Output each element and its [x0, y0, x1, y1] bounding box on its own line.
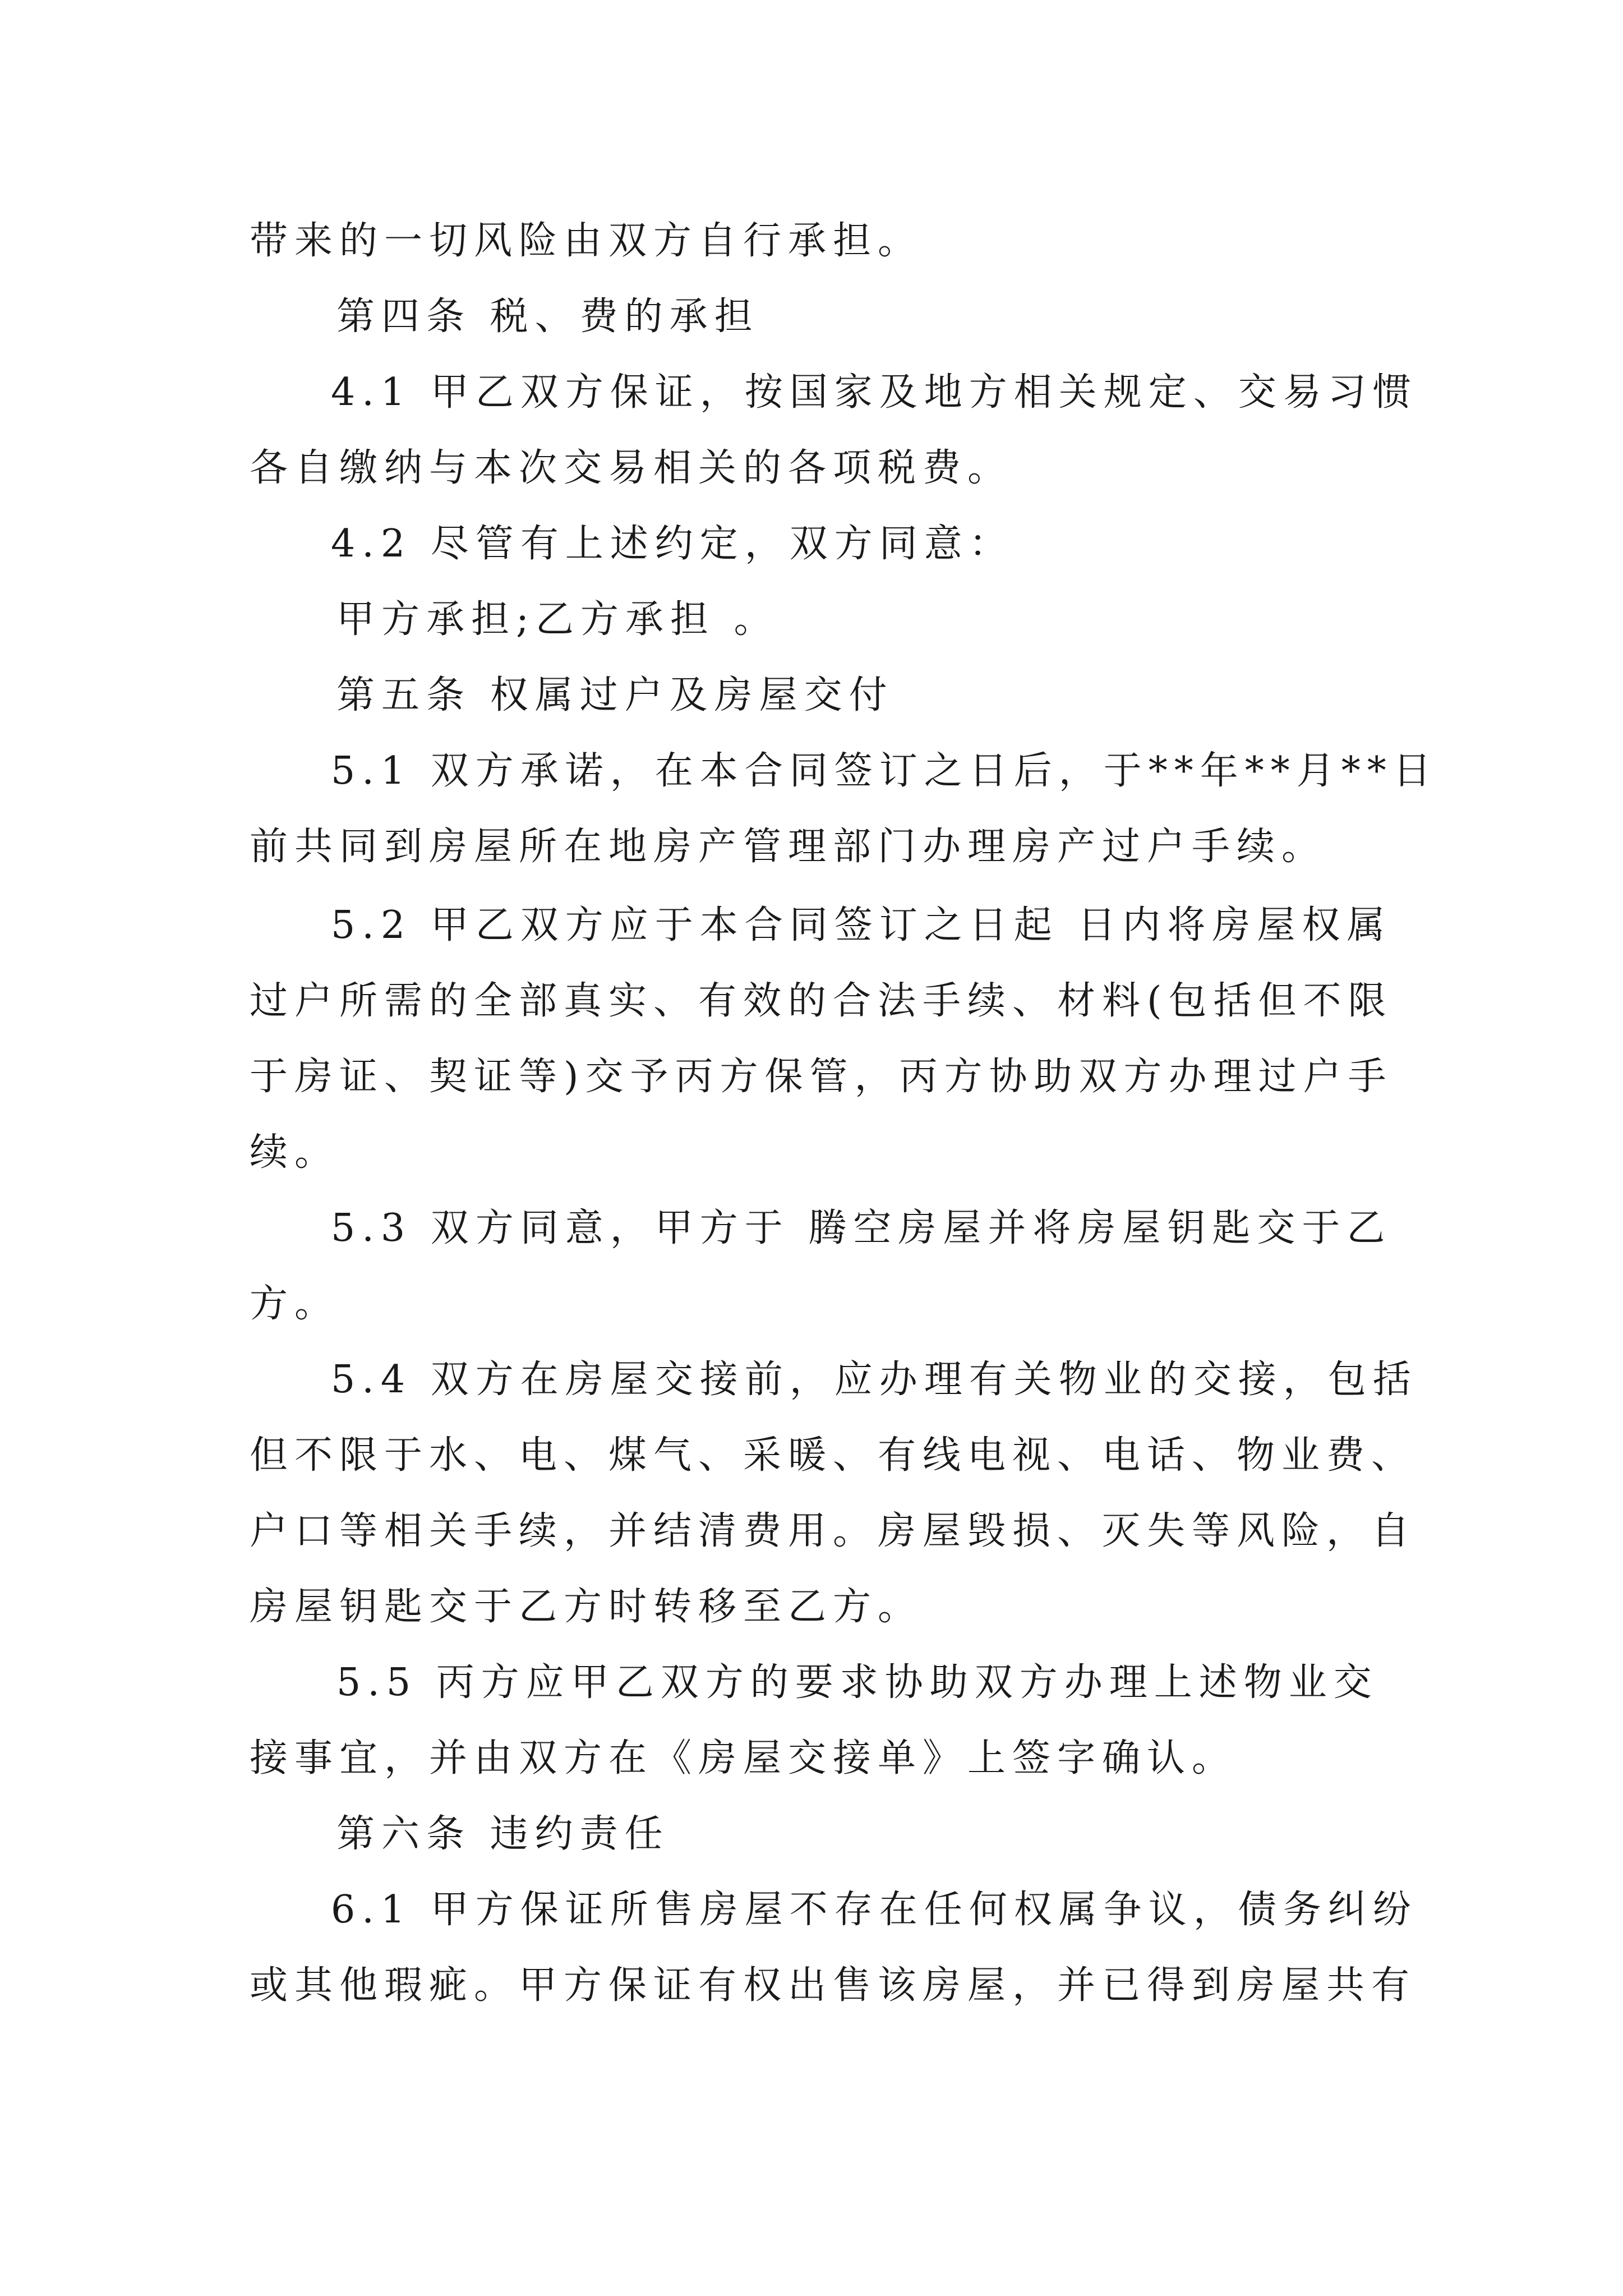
clause-5-2-line-4: 续。	[250, 1130, 340, 1175]
clause-5-4-line-2: 但不限于水、电、煤气、采暖、有线电视、电话、物业费、	[250, 1433, 1417, 1478]
clause-5-2-line-3: 于房证、契证等)交予丙方保管，丙方协助双方办理过户手	[250, 1055, 1393, 1099]
clause-4-1-line-1: 4.1 甲乙双方保证，按国家及地方相关规定、交易习惯	[331, 370, 1418, 415]
clause-5-2-line-2: 过户所需的全部真实、有效的合法手续、材料(包括但不限	[250, 979, 1393, 1023]
text-line-1: 带来的一切风险由双方自行承担。	[250, 219, 923, 263]
clause-5-5-line-1: 5.5 丙方应甲乙双方的要求协助双方办理上述物业交	[336, 1660, 1378, 1705]
clause-6-1-line-2: 或其他瑕疵。甲方保证有权出售该房屋，并已得到房屋共有	[250, 1963, 1417, 2008]
clause-5-1-line-2: 前共同到房屋所在地房产管理部门办理房产过户手续。	[250, 825, 1327, 869]
clause-5-4-line-1: 5.4 双方在房屋交接前，应办理有关物业的交接，包括	[331, 1358, 1418, 1402]
article-heading-5: 第五条 权属过户及房屋交付	[336, 673, 894, 717]
clause-4-2-line-1: 4.2 尽管有上述约定，双方同意：	[331, 522, 1014, 566]
clause-4-2-line-2: 甲方承担;乙方承担 。	[336, 597, 779, 642]
article-heading-4: 第四条 税、费的承担	[336, 295, 759, 339]
clause-6-1-line-1: 6.1 甲方保证所售房屋不存在任何权属争议，债务纠纷	[331, 1888, 1418, 1932]
clause-5-1-line-1: 5.1 双方承诺，在本合同签订之日后，于**年**月**日	[331, 749, 1438, 793]
clause-5-4-line-3: 户口等相关手续，并结清费用。房屋毁损、灭失等风险，自	[250, 1509, 1417, 1553]
clause-5-3-line-1: 5.3 双方同意，甲方于 腾空房屋并将房屋钥匙交于乙	[331, 1206, 1392, 1250]
clause-5-3-line-2: 方。	[250, 1282, 340, 1326]
clause-5-4-line-4: 房屋钥匙交于乙方时转移至乙方。	[250, 1585, 923, 1629]
clause-5-5-line-2: 接事宜，并由双方在《房屋交接单》上签字确认。	[250, 1736, 1237, 1780]
article-heading-6: 第六条 违约责任	[336, 1812, 670, 1856]
clause-5-2-line-1: 5.2 甲乙双方应于本合同签订之日起 日内将房屋权属	[331, 903, 1392, 947]
clause-4-1-line-2: 各自缴纳与本次交易相关的各项税费。	[250, 446, 1013, 490]
